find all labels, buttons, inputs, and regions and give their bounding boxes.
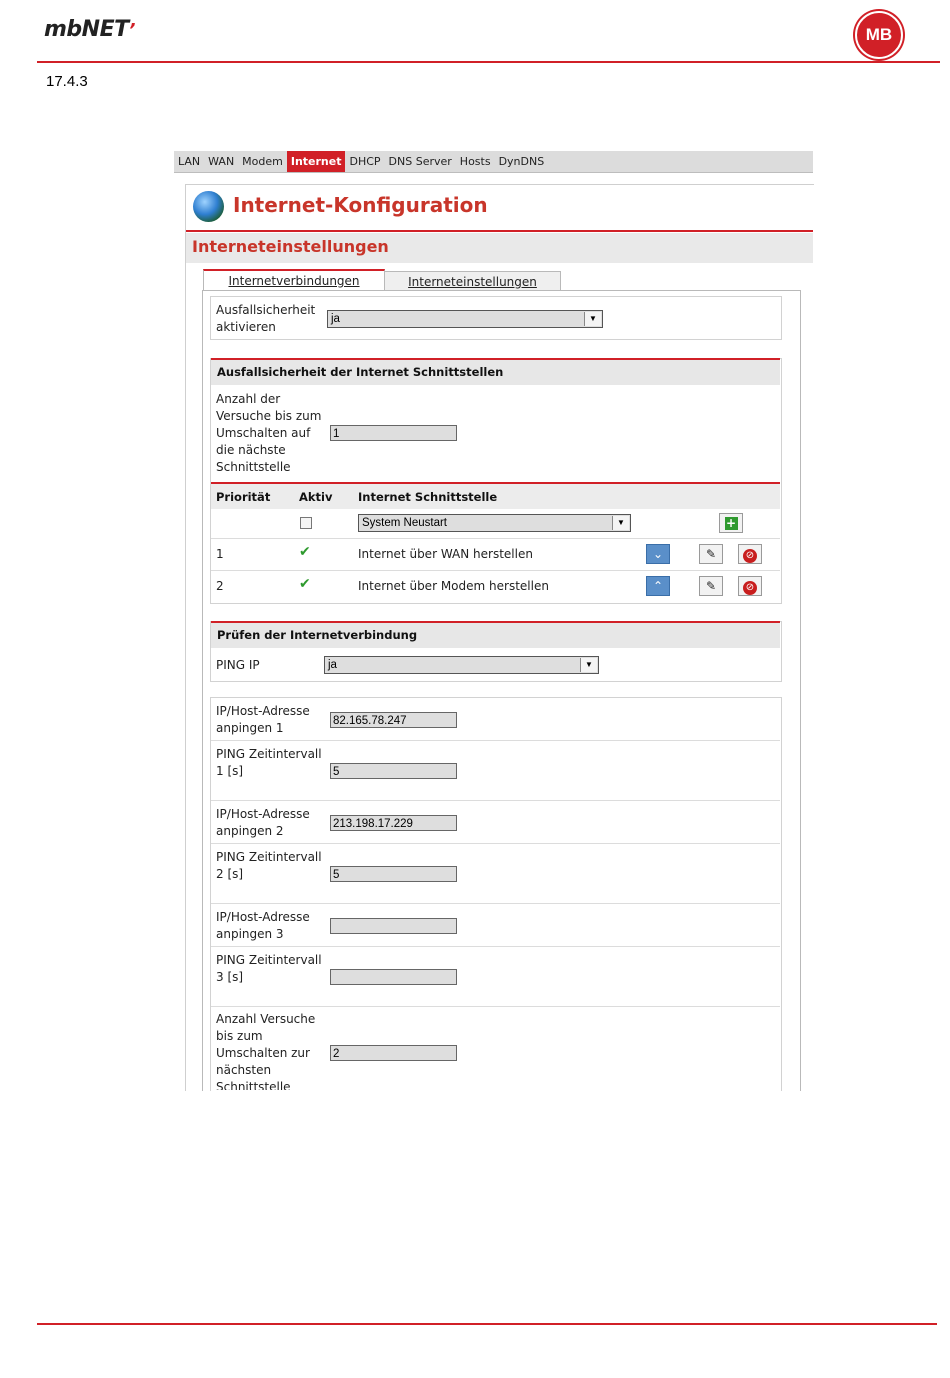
edit-icon: ✎ [705, 547, 717, 561]
new-interface-select[interactable] [358, 514, 631, 532]
nav-wan[interactable]: WAN [208, 155, 235, 168]
failover-select-value: ja [331, 313, 340, 325]
ping-host-2-label: IP/Host-Adresse anpingen 2 [216, 807, 310, 838]
section-number: 17.4.3 [46, 73, 88, 90]
col-priority: Priorität [216, 490, 271, 504]
ping-interval-2-input[interactable]: 5 [330, 866, 457, 882]
move-up-button[interactable] [646, 576, 670, 596]
nav-modem[interactable]: Modem [242, 155, 283, 168]
section-subtitle: Interneteinstellungen [192, 237, 389, 256]
tab-interneteinstellungen[interactable]: Interneteinstellungen [384, 271, 561, 292]
row2-interface: Internet über Modem herstellen [358, 579, 549, 593]
nav-hosts[interactable]: Hosts [459, 155, 491, 168]
ping-interval-1-label: PING Zeitintervall 1 [s] [216, 747, 322, 778]
row1-interface: Internet über WAN herstellen [358, 547, 533, 561]
active-check-icon: ✔ [299, 544, 311, 560]
edit-icon: ✎ [705, 579, 717, 593]
nav-internet[interactable]: Internet [287, 151, 346, 172]
ping-host-1-label: IP/Host-Adresse anpingen 1 [216, 704, 310, 735]
ping-select[interactable] [324, 656, 599, 674]
ping-host-2-input[interactable]: 213.198.17.229 [330, 815, 457, 831]
ping-interval-3-label: PING Zeitintervall 3 [s] [216, 953, 322, 984]
chevron-down-icon: ⌄ [652, 547, 664, 561]
globe-icon [193, 191, 224, 222]
row-divider [211, 570, 780, 571]
row2-priority: 2 [216, 579, 224, 593]
row1-priority: 1 [216, 547, 224, 561]
ping-interval-1-input[interactable]: 5 [330, 763, 457, 779]
check-section-header: Prüfen der Internetverbindung [211, 621, 780, 648]
edit-button[interactable] [699, 576, 723, 596]
row-divider [211, 946, 780, 947]
new-interface-select-value: System Neustart [362, 517, 447, 529]
failover-label: Ausfallsicherheit aktivieren [216, 303, 316, 334]
col-active: Aktiv [299, 490, 333, 504]
delete-button[interactable] [738, 576, 762, 596]
attempts-input[interactable]: 1 [330, 425, 457, 441]
row-divider [211, 903, 780, 904]
edit-button[interactable] [699, 544, 723, 564]
header-rule [37, 61, 940, 63]
chevron-up-icon: ⌃ [652, 579, 664, 593]
row-divider [211, 740, 780, 741]
row-divider [211, 800, 780, 801]
switch-attempts-label: Anzahl Versuche bis zum Umschalten zur nächsten Schnittstelle [216, 1012, 316, 1090]
title-divider [186, 230, 813, 232]
ping-label: PING IP [216, 658, 260, 672]
mbnet-logo: mbNET’ [44, 17, 135, 42]
tab-internetverbindungen[interactable]: Internetverbindungen [203, 269, 385, 291]
new-active-checkbox[interactable] [300, 517, 312, 529]
row-divider [211, 538, 780, 539]
nav-dyndns[interactable]: DynDNS [498, 155, 545, 168]
page-title: Internet-Konfiguration [233, 193, 488, 217]
chevron-down-icon: ▼ [584, 312, 601, 326]
ping-interval-2-label: PING Zeitintervall 2 [s] [216, 850, 322, 881]
ping-host-3-label: IP/Host-Adresse anpingen 3 [216, 910, 310, 941]
nav-dhcp[interactable]: DHCP [349, 155, 381, 168]
failover-select[interactable] [327, 310, 603, 328]
interfaces-section-header: Ausfallsicherheit der Internet Schnittstellen [211, 358, 780, 385]
top-navigation [174, 151, 813, 173]
move-down-button[interactable] [646, 544, 670, 564]
delete-icon: ⊘ [743, 581, 757, 595]
row-divider [211, 1006, 780, 1007]
ping-interval-3-input[interactable] [330, 969, 457, 985]
delete-icon: ⊘ [743, 549, 757, 563]
add-interface-button[interactable] [719, 513, 743, 533]
col-interface: Internet Schnittstelle [358, 490, 498, 504]
delete-button[interactable] [738, 544, 762, 564]
nav-lan[interactable]: LAN [178, 155, 201, 168]
ping-select-value: ja [328, 659, 337, 671]
ping-host-3-input[interactable] [330, 918, 457, 934]
mb-brand-badge: MB [855, 11, 903, 59]
plus-icon: + [725, 516, 737, 530]
switch-attempts-input[interactable]: 2 [330, 1045, 457, 1061]
active-check-icon: ✔ [299, 576, 311, 592]
attempts-label: Anzahl der Versuche bis zum Umschalten auf die nächste Schnittstelle [216, 392, 322, 474]
ping-host-1-input[interactable]: 82.165.78.247 [330, 712, 457, 728]
footer-rule [37, 1323, 937, 1325]
chevron-down-icon: ▼ [612, 516, 629, 530]
chevron-down-icon: ▼ [580, 658, 597, 672]
nav-dns-server[interactable]: DNS Server [388, 155, 452, 168]
row-divider [211, 843, 780, 844]
